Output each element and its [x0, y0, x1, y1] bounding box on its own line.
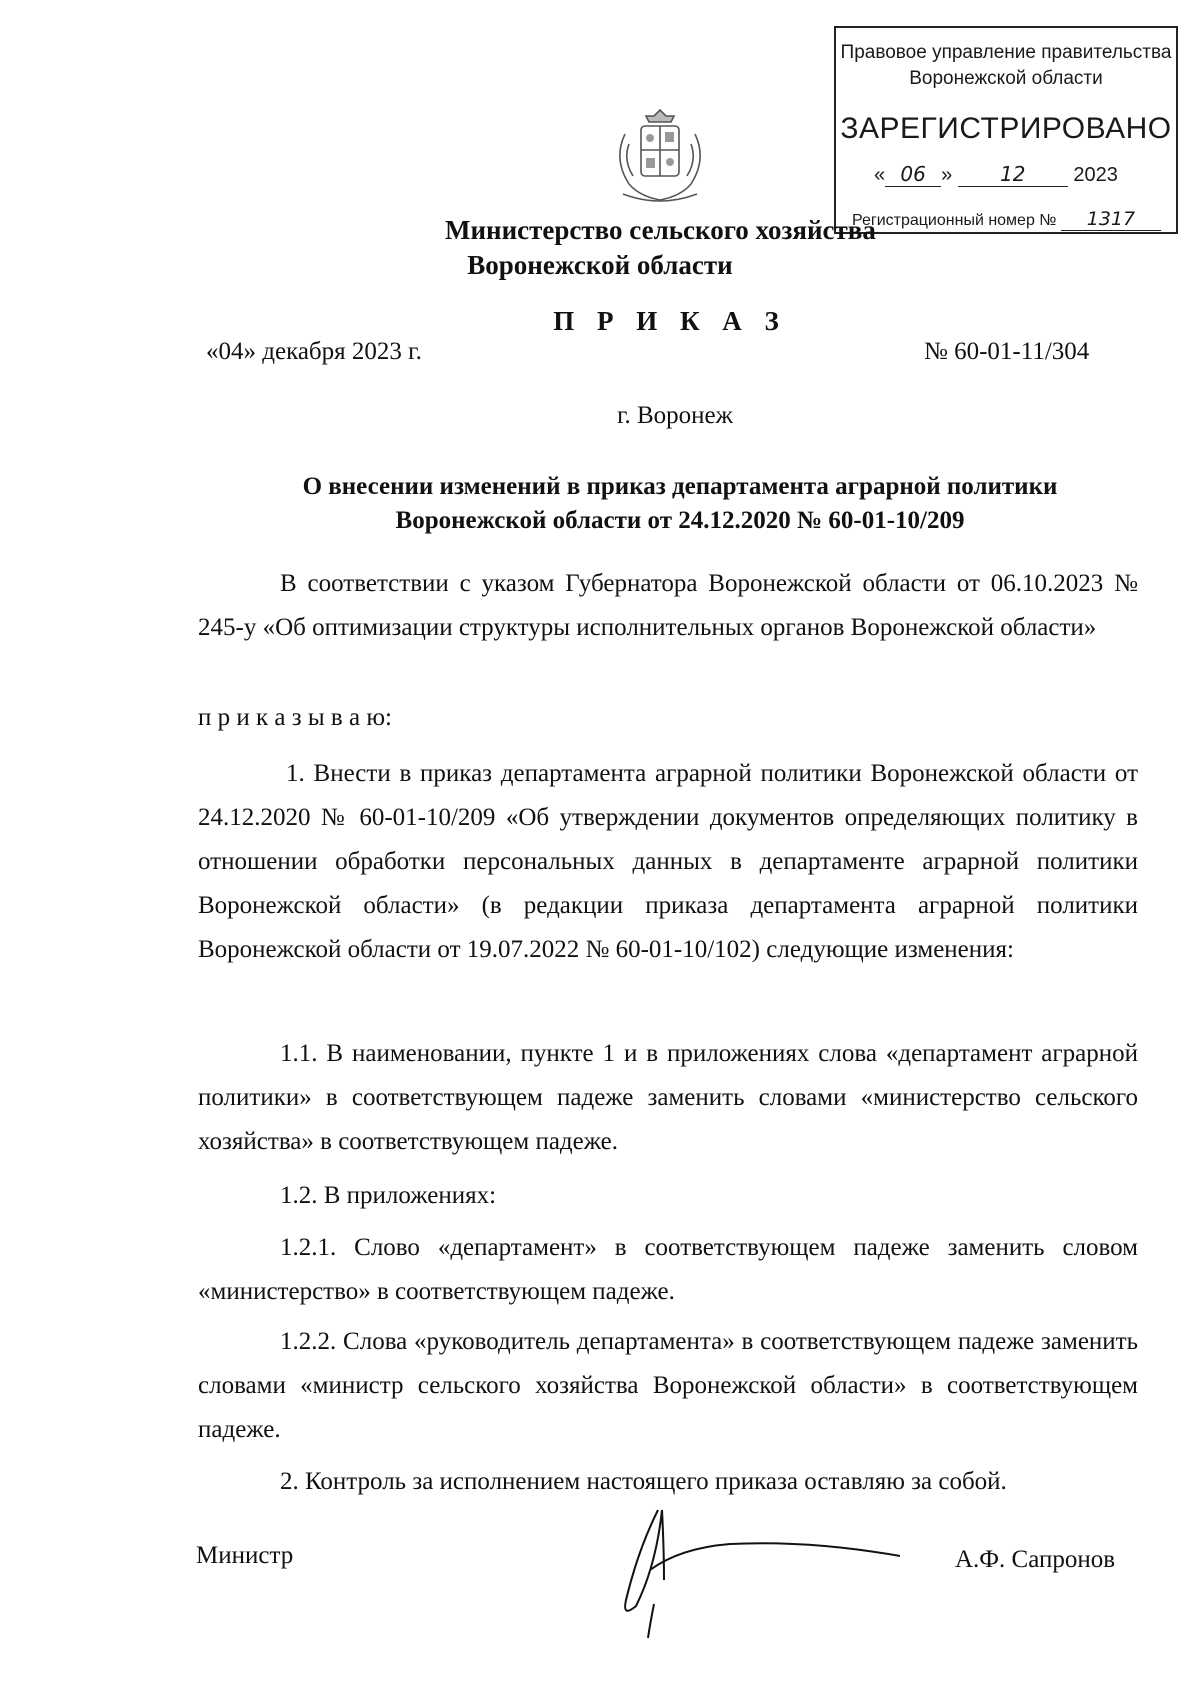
- registration-stamp: [834, 26, 1178, 234]
- stamp-org-line1: Правовое управление правительства: [840, 42, 1172, 63]
- stamp-date-year: 2023: [1073, 164, 1118, 186]
- item-1-2-paragraph: 1.2. В приложениях:: [280, 1182, 497, 1209]
- stamp-org-line2: Воронежской области: [909, 68, 1103, 89]
- stamp-date-month: 12: [958, 162, 1068, 187]
- preamble-paragraph: В соответствии с указом Губернатора Воронежской области от 06.10.2023 № 245-у «Об оптимизации структуры исполнительных органов Воронежской области»: [198, 570, 1138, 641]
- order-date: «04» декабря 2023 г.: [206, 338, 422, 365]
- order-heading: [200, 470, 1160, 538]
- item-1-2-1-paragraph: 1.2.1. Слово «департамент» в соответствующем падеже заменить словом «министерство» в соответствующем падеже.: [198, 1234, 1138, 1305]
- coat-of-arms-emblem: [605, 104, 715, 208]
- city-name: г. Воронеж: [617, 402, 733, 429]
- stamp-date: « 06 » 12 2023: [874, 162, 1118, 186]
- order-word: п р и к а з ы в а ю:: [198, 704, 392, 731]
- handwritten-signature: [610, 1500, 900, 1640]
- item-2-paragraph: 2. Контроль за исполнением настоящего приказа оставляю за собой.: [280, 1468, 1007, 1495]
- stamp-regno-value: 1317: [1061, 208, 1161, 231]
- signatory-name: А.Ф. Сапронов: [955, 1546, 1116, 1573]
- document-type-title: П Р И К А З: [553, 306, 787, 336]
- order-heading-line2: Воронежской области от 24.12.2020 № 60-01-10/209: [395, 507, 965, 534]
- item-1-1-paragraph: 1.1. В наименовании, пункте 1 и в приложениях слова «департамент аграрной политики» в соответствующем падеже заменить словами «министерство сельского хозяйства» в соответствующем падеже.: [198, 1040, 1138, 1155]
- order-number: № 60-01-11/304: [924, 338, 1090, 365]
- item-1-paragraph: 1. Внести в приказ департамента аграрной политики Воронежской области от 24.12.2020 № 60-01-10/209 «Об утверждении документов определяющих политику в отношении обработки персональных данных в департаменте аграрной политики Воронежской области» (в редакции приказа департамента аграрной политики Воронежской области от 19.07.2022 № 60-01-10/102) следующие изменения:: [198, 760, 1138, 963]
- ministry-name-line1: Министерство сельского хозяйства: [445, 215, 876, 245]
- order-heading-line1: О внесении изменений в приказ департамента аграрной политики: [302, 473, 1058, 500]
- item-1-2-2-paragraph: 1.2.2. Слова «руководитель департамента» в соответствующем падеже заменить словами «министр сельского хозяйства Воронежской области» в соответствующем падеже.: [198, 1328, 1138, 1443]
- ministry-name-line2: Воронежской области: [467, 250, 733, 280]
- stamp-registered: ЗАРЕГИСТРИРОВАНО: [840, 112, 1172, 145]
- stamp-regno-label: Регистрационный номер №: [852, 212, 1057, 229]
- stamp-date-day: 06: [885, 162, 941, 187]
- signature-position: Министр: [196, 1542, 294, 1569]
